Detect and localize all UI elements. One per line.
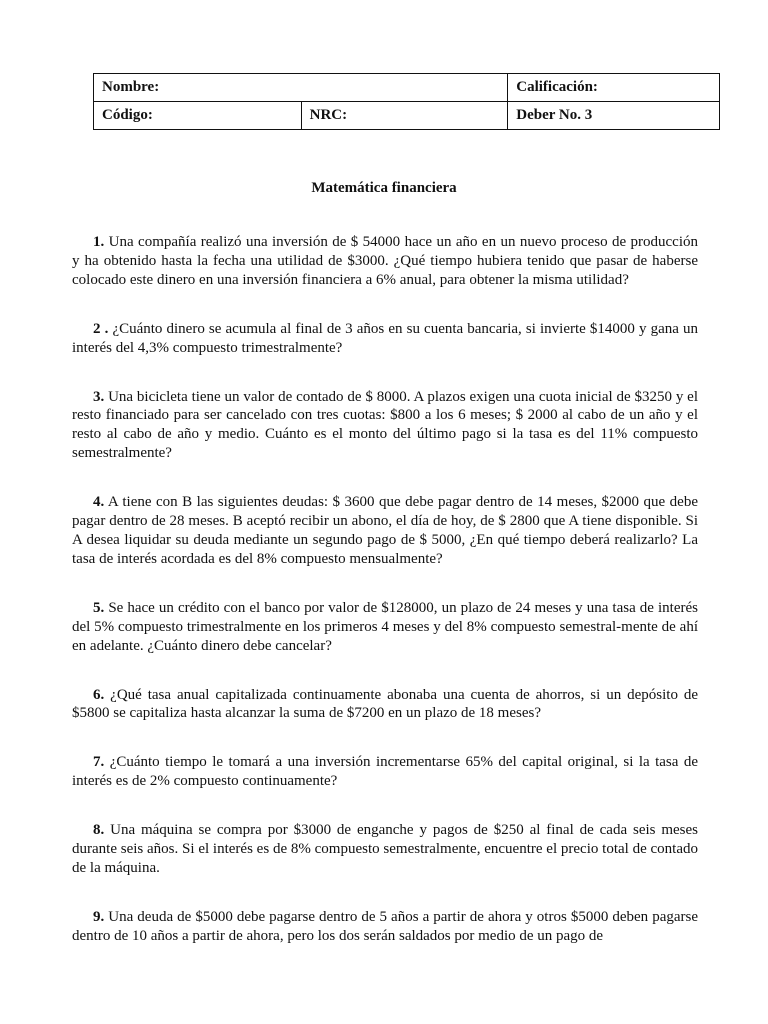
problem-number: 8.: [93, 822, 105, 839]
student-info-row-1: [94, 74, 720, 102]
problem-4: [72, 493, 698, 569]
problem-text: Una compañía realizó una inversión de $ 54000 hace un año en un nuevo proceso de producción y ha obtenido hasta la fecha una utilidad de $3000. ¿Qué tiempo hubiera tenido que pasar de haberse colocado este dinero en una inversión financiera a 6% anual, para obtener la misma utilidad?: [72, 234, 698, 288]
problem-8: [72, 821, 698, 878]
problem-number: 9.: [93, 908, 105, 925]
student-info-table: [93, 73, 720, 130]
problem-text: ¿Qué tasa anual capitalizada continuamente abonaba una cuenta de ahorros, si un depósito de $5800 se capitaliza hasta alcanzar la suma de $7200 en un plazo de 18 meses?: [72, 686, 699, 722]
problem-text: Una deuda de $5000 debe pagarse dentro de 5 años a partir de ahora y otros $5000 deben pagarse dentro de 10 años a partir de ahora, pero los dos serán saldados por medio de un pago de: [72, 908, 698, 944]
problem-text: ¿Cuánto dinero se acumula al final de 3 años en su cuenta bancaria, si invierte $14000 y gana un interés del 4,3% compuesto trimestralmente?: [72, 320, 699, 356]
problem-number: 3.: [93, 388, 105, 405]
student-info-row-2: [94, 102, 720, 130]
problem-number: 5.: [93, 599, 105, 616]
document-title: Matemática financiera: [311, 180, 457, 196]
problem-list: [72, 233, 698, 976]
name-field: Nombre:: [94, 74, 508, 102]
problem-7: [72, 753, 698, 791]
problem-number: 7.: [93, 754, 105, 771]
problem-number: 6.: [93, 686, 105, 703]
problem-number: 2 .: [93, 320, 109, 337]
problem-text: A tiene con B las siguientes deudas: $ 3600 que debe pagar dentro de 14 meses, $2000 que debe pagar dentro de 28 meses. B aceptó recibir un abono, el día de hoy, de $ 2800 que A tiene disponible. Si A desea liquidar su deuda mediante un segundo pago de $ 5000, ¿En qué tiempo deberá realizarlo? La tasa de interés acordada es del 8% compuesto mensualmente?: [72, 494, 698, 567]
problem-5: [72, 599, 698, 656]
grade-field: Calificación:: [508, 74, 720, 102]
problem-number: 1.: [93, 234, 105, 250]
code-field: Código:: [94, 102, 302, 130]
problem-text: Se hace un crédito con el banco por valor de $128000, un plazo de 24 meses y una tasa de interés del 5% compuesto trimestralmente en los primeros 4 meses y del 8% compuesto semestral-mente de ahí en adelante. ¿Cuánto dinero debe cancelar?: [72, 599, 699, 654]
assignment-number: Deber No. 3: [508, 102, 720, 130]
problem-6: [72, 686, 698, 724]
problem-text: ¿Cuánto tiempo le tomará a una inversión incrementarse 65% del capital original, si la tasa de interés es de 2% compuesto continuamente?: [72, 754, 699, 790]
problem-text: Una bicicleta tiene un valor de contado de $ 8000. A plazos exigen una cuota inicial de $3250 y el resto financiado para ser cancelado con tres cuotas: $800 a los 6 meses; $ 2000 al cabo de un año y el resto al cabo de año y medio. Cuánto es el monto del último pago si la tasa es del 11% compuesto semestralmente?: [72, 388, 698, 462]
problem-9: [72, 908, 698, 946]
problem-3: [72, 388, 698, 464]
nrc-field: NRC:: [301, 102, 508, 130]
problem-1: [72, 233, 698, 290]
problem-text: Una máquina se compra por $3000 de enganche y pagos de $250 al final de cada seis meses durante seis años. Si el interés es de 8% compuesto semestralmente, encuentre el precio total de contado de la máquina.: [72, 822, 699, 876]
problem-number: 4.: [93, 494, 105, 511]
problem-2: [72, 320, 698, 358]
